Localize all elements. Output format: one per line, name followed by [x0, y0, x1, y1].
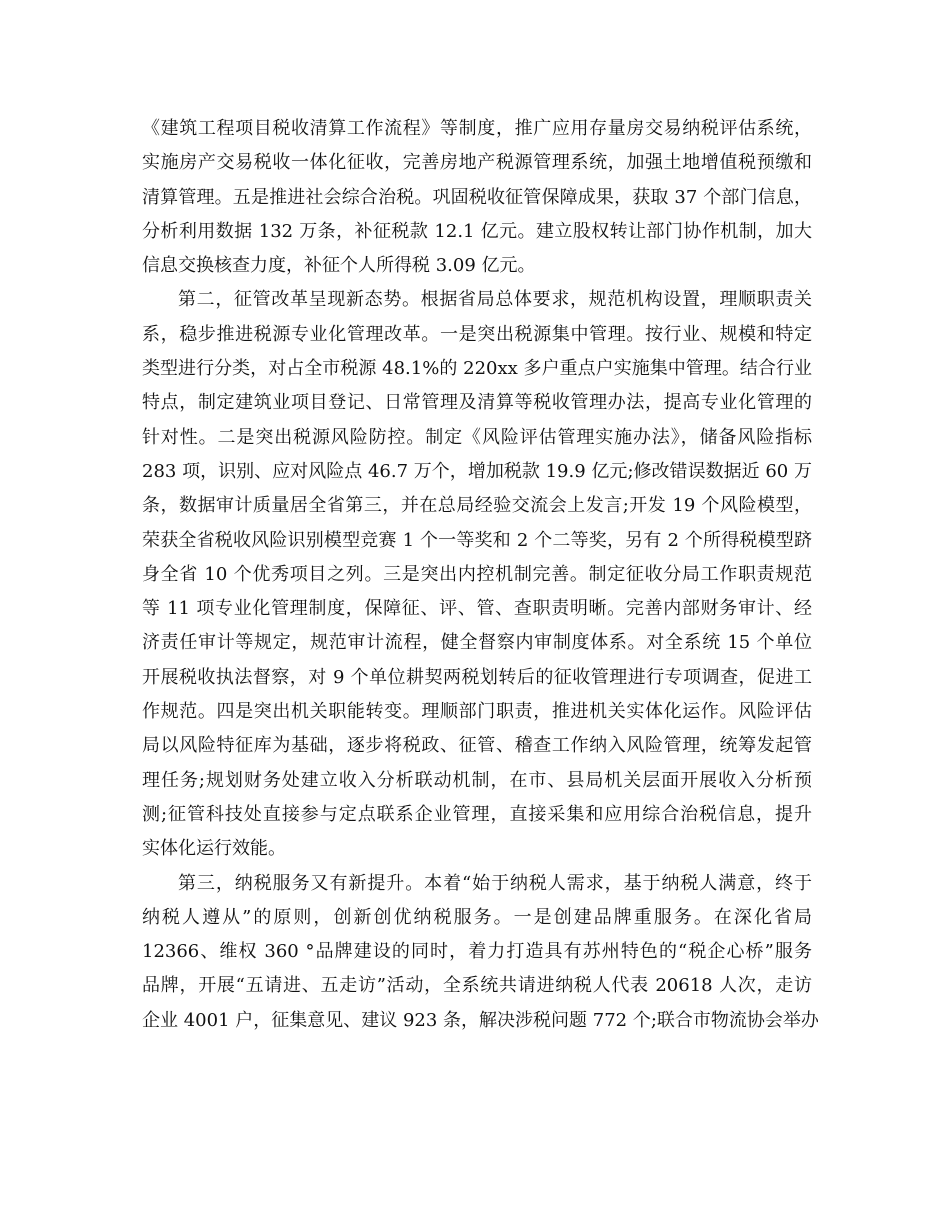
text-line: 实体化运行效能。	[142, 838, 286, 860]
text-line: 第三，纳税服务又有新提升。本着“始于纳税人需求，基于纳税人满意，终于	[178, 872, 812, 894]
text-line: 作规范。四是突出机关职能转变。理顺部门职责，推进机关实体化运作。风险评估	[142, 701, 812, 723]
text-line: 纳税人遵从”的原则，创新创优纳税服务。一是创建品牌重服务。在深化省局	[142, 906, 812, 928]
text-line: 系，稳步推进税源专业化管理改革。一是突出税源集中管理。按行业、规模和特定	[142, 323, 812, 345]
text-line: 12366、维权 360 °品牌建设的同时，着力打造具有苏州特色的“税企心桥”服务	[142, 941, 812, 963]
text-line: 条，数据审计质量居全省第三，并在总局经验交流会上发言;开发 19 个风险模型，	[142, 495, 812, 517]
text-line: 身全省 10 个优秀项目之列。三是突出内控机制完善。制定征收分局工作职责规范	[142, 563, 812, 585]
text-line: 283 项，识别、应对风险点 46.7 万个，增加税款 19.9 亿元;修改错误数据近 60 万	[142, 460, 812, 482]
paragraph	[142, 867, 819, 1038]
paragraph	[142, 283, 812, 866]
text-line: 《建筑工程项目税收清算工作流程》等制度，推广应用存量房交易纳税评估系统，	[142, 118, 812, 139]
text-line: 分析利用数据 132 万条，补征税款 12.1 亿元。建立股权转让部门协作机制，加大	[142, 220, 812, 242]
text-line: 品牌，开展“五请进、五走访”活动，全系统共请进纳税人代表 20618 人次，走访	[142, 975, 812, 997]
text-line: 企业 4001 户，征集意见、建议 923 条，解决涉税问题 772 个;联合市物流协会举办	[142, 1009, 819, 1031]
text-line: 第二，征管改革呈现新态势。根据省局总体要求，规范机构设置，理顺职责关	[178, 289, 812, 311]
paragraph	[142, 112, 812, 283]
text-line: 局以风险特征库为基础，逐步将税政、征管、稽查工作纳入风险管理，统筹发起管	[142, 735, 812, 757]
text-line: 实施房产交易税收一体化征收，完善房地产税源管理系统，加强土地增值税预缴和	[142, 152, 812, 174]
text-line: 测;征管科技处直接参与定点联系企业管理，直接采集和应用综合治税信息，提升	[142, 803, 812, 825]
text-line: 开展税收执法督察，对 9 个单位耕契两税划转后的征收管理进行专项调查，促进工	[142, 666, 812, 688]
text-line: 荣获全省税收风险识别模型竞赛 1 个一等奖和 2 个二等奖，另有 2 个所得税模型跻	[142, 529, 812, 551]
text-line: 等 11 项专业化管理制度，保障征、评、管、查职责明晰。完善内部财务审计、经	[142, 598, 812, 620]
text-line: 类型进行分类，对占全市税源 48.1%的 220xx 多户重点户实施集中管理。结合行业	[142, 358, 812, 380]
text-line: 济责任审计等规定，规范审计流程，健全督察内审制度体系。对全系统 15 个单位	[142, 632, 812, 654]
text-line: 清算管理。五是推进社会综合治税。巩固税收征管保障成果，获取 37 个部门信息，	[142, 186, 812, 208]
document-body	[142, 112, 819, 1038]
text-line: 特点，制定建筑业项目登记、日常管理及清算等税收管理办法，提高专业化管理的	[142, 392, 812, 414]
text-line: 针对性。二是突出税源风险防控。制定《风险评估管理实施办法》，储备风险指标	[142, 426, 812, 448]
text-line: 理任务;规划财务处建立收入分析联动机制，在市、县局机关层面开展收入分析预	[142, 769, 812, 791]
text-line: 信息交换核查力度，补征个人所得税 3.09 亿元。	[142, 255, 536, 277]
